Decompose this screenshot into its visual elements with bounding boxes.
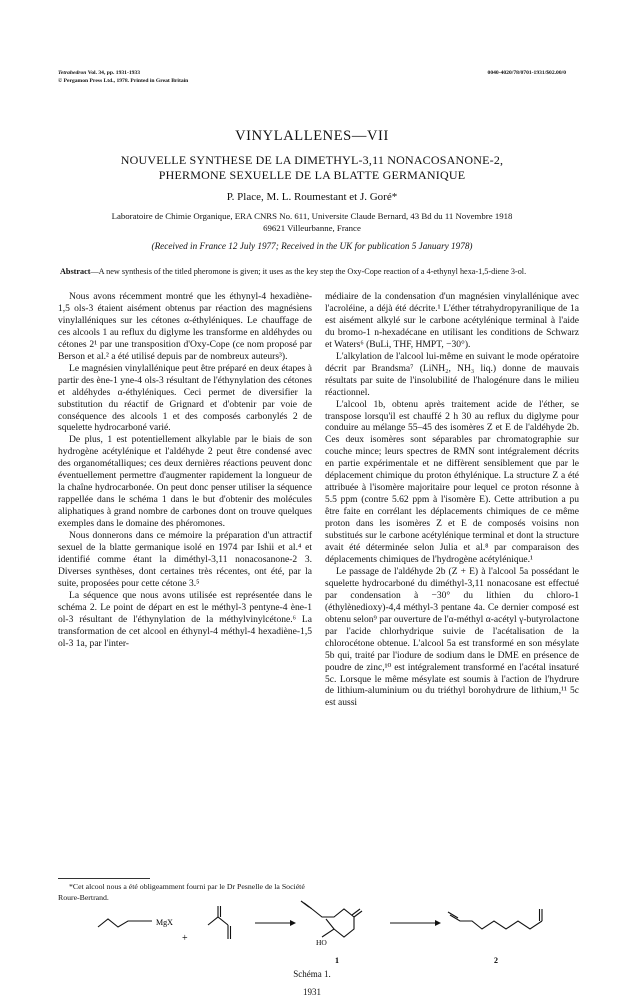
journal-name: Tetrahedron bbox=[58, 70, 87, 76]
vinylallene-chain bbox=[98, 919, 152, 927]
article-code: 0040-4020/78/0701-1931/$02.00/0 bbox=[487, 70, 566, 76]
footnote: *Cet alcool nous a été obligeamment fourni par le Dr Pesnelle de la Société Roure-Bertrand. bbox=[58, 882, 305, 902]
paragraph: Nous avons récemment montré que les éthynyl-4 hexadiène-1,5 ols-3 étaient aisément obtenus par réaction des magnésiens vinylalléniques sur les cétones α-éthyléniques. Le chauffage de ces alcools 1 au reflux du diglyme les transforme en aldéhydes ou cétones 2¹ par une transposition d'Oxy-Cope (ce nom proposé par Berson et al.² a été utilisé depuis par de nombreux auteurs³). bbox=[58, 291, 312, 362]
paragraph: Le passage de l'aldéhyde 2b (Z + E) à l'alcool 5a possédant le squelette hydrocarboné du diméthyl-3,11 nonacosane est effectué par condensation à −30° du lithien du chloro-1 (éthylènedioxy)-4,4 méthyl-3 pentane 4a. Ce dernier composé est obtenu selon⁹ par ouverture de l'α-méthyl α-acétyl γ-butyrolactone par l'acide chlorhydrique suivie de l'acétalisation de la chlorocétone obtenue. L'alcool 5a est transformé en son mésylate 5b qui, traité par l'iodure de sodium dans le DME en présence de poudre de zinc,¹⁰ est intégralement transformé en l'acétal insaturé 5c. Lorsque le même mésylate est soumis à l'action de l'hydrure de lithium-aluminium ou du triéthyl borohydrure de lithium,¹¹ 5c est aussi bbox=[325, 565, 579, 709]
affiliation-line-1: Laboratoire de Chimie Organique, ERA CNRS No. 611, Universite Claude Bernard, 43 Bd du 11 Novembre 1918 bbox=[111, 211, 513, 221]
abstract-heading: Abstract bbox=[60, 267, 91, 276]
paragraph: Le magnésien vinylallénique peut être préparé en deux étapes à partir des ène-1 yne-4 ols-3 résultant de l'éthynylation des cétones et aldéhydes α-éthyléniques. Ceci permet de diversifier la substitution du réactif de Grignard et d'obtenir par voie de conséquence des alcools 1 et des composés carbonylés 2 de squelette hydrocarboné varié. bbox=[58, 362, 312, 434]
abstract-text: —A new synthesis of the titled pheromone is given; it uses as the key step the Oxy-Cope reaction of a 4-ethynyl hexa-1,5-diene 3-ol. bbox=[90, 267, 527, 276]
paragraph: L'alkylation de l'alcool lui-même en suivant le mode opératoire décrit par Brandsma⁷ (LiNH₂, NH₃ liq.) donne de mauvais résultats par suite de l'insolubilité de l'halogénure dans le milieu réactionnel. bbox=[325, 350, 579, 398]
article-title bbox=[0, 153, 624, 183]
paragraph: Nous donnerons dans ce mémoire la préparation d'un attractif sexuel de la blatte germanique isolé en 1974 par Ishii et al.⁴ et identifié comme étant la diméthyl-3,11 nonacosanone-2 3. Diverses synthèses, dont certaines très récentes, ont été, par la suite, proposées pour cette cétone 3.⁵ bbox=[58, 530, 312, 589]
authors: P. Place, M. L. Roumestant et J. Goré* bbox=[226, 191, 398, 203]
compound-2-skeleton bbox=[450, 915, 542, 929]
affiliation-line-2: 69621 Villeurbanne, France bbox=[263, 222, 361, 233]
article-title-line-2: PHERMONE SEXUELLE DE LA BLATTE GERMANIQUE bbox=[158, 168, 466, 182]
ethynyl-bond bbox=[326, 919, 334, 929]
enal-skeleton bbox=[208, 917, 228, 925]
compound-1-skeleton bbox=[312, 909, 354, 937]
footnote-rule bbox=[58, 878, 150, 879]
paragraph: La séquence que nous avons utilisée est représentée dans le schéma 2. Le point de départ en est le méthyl-3 pentyne-4 ène-1 ol-3 résultant de l'éthynylation de la méthylvinylcétone.⁶ La transformation de cet alcool en éthynyl-4 méthyl-4 hexadiène-1,5 ol-3 1a, par l'inter- bbox=[58, 589, 312, 649]
plus-sign: + bbox=[182, 933, 188, 944]
reagent-label: MgX bbox=[156, 918, 173, 927]
affiliation bbox=[70, 211, 554, 234]
received-dates: (Received in France 12 July 1977; Received in the UK for publication 5 January 1978) bbox=[151, 241, 473, 251]
compound-2-label: 2 bbox=[494, 956, 498, 965]
journal-citation: Vol. 34, pp. 1931-1933 bbox=[86, 70, 141, 76]
page-number: 1931 bbox=[303, 987, 321, 997]
arrow-head bbox=[435, 920, 441, 926]
body-left-column bbox=[58, 291, 312, 650]
paragraph: médiaire de la condensation d'un magnésien vinylallénique avec l'acroléine, a déjà été décrite.¹ L'éther tétrahydropyranilique de 1a est aisément alkylé sur le carbone acétylénique terminal à l'aide du bromo-1 n-hexadécane en utilisant les conditions de Schwarz et Waters⁶ (BuLi, THF, HMPT, −30°). bbox=[325, 291, 579, 350]
abstract bbox=[60, 266, 565, 277]
journal-header bbox=[58, 70, 188, 85]
paragraph: De plus, 1 est potentiellement alkylable par le biais de son hydrogène acétylénique et l'aldéhyde 2 peut être condensé avec des organométalliques; ces deux dernières réactions peuvent donc éventuellement permettre d'augmenter rapidement la longueur de la chaîne hydrocarbonée. On peut donc penser utiliser la séquence rappellée dans le schéma 1 dans le but d'obtenir des molécules aliphatiques à grand nombre de carbones dont on trouve quelques exemples dans le domaine des phéromones. bbox=[58, 434, 312, 530]
series-title: VINYLALLENES—VII bbox=[235, 128, 389, 144]
publisher-line: © Pergamon Press Ltd., 1978. Printed in Great Britain bbox=[58, 77, 189, 84]
article-title-line-1: NOUVELLE SYNTHESE DE LA DIMETHYL-3,11 NONACOSANONE-2, bbox=[120, 153, 504, 167]
compound-1-label: 1 bbox=[335, 956, 339, 965]
scheme-caption: Schéma 1. bbox=[293, 969, 331, 979]
scheme-1-diagram bbox=[90, 895, 550, 967]
arrow-head bbox=[290, 920, 296, 926]
body-right-column bbox=[325, 291, 579, 709]
hydroxyl-label: HO bbox=[316, 938, 327, 947]
paragraph: L'alcool 1b, obtenu après traitement acide de l'éther, se transpose lorsqu'il est chauffé 2 h 30 au reflux du diglyme pour conduire au mélange 55–45 des isomères Z et E de l'aldéhyde 2b. Ces deux isomères sont séparables par chromatographie sur couche mince; leurs spectres de RMN sont intégralement décrits en partie expérimentale et ne diffèrent sensiblement que par le déplacement chimique du proton éthylénique. La structure Z a été attribuée à l'isomère majoritaire pour lequel ce proton résonne à 5.5 ppm (contre 5.62 ppm à l'isomère E). Cette attribution a pu être faite en corrélant les déplacements chimiques de ce même proton dans les isomères Z et E de composés voisins non substitués sur le carbone acétylénique terminal et dont la structure avait été déterminée selon Julia et al.⁸ par comparaison des déplacements chimiques de l'hydrogène acétylénique.¹ bbox=[325, 398, 579, 565]
